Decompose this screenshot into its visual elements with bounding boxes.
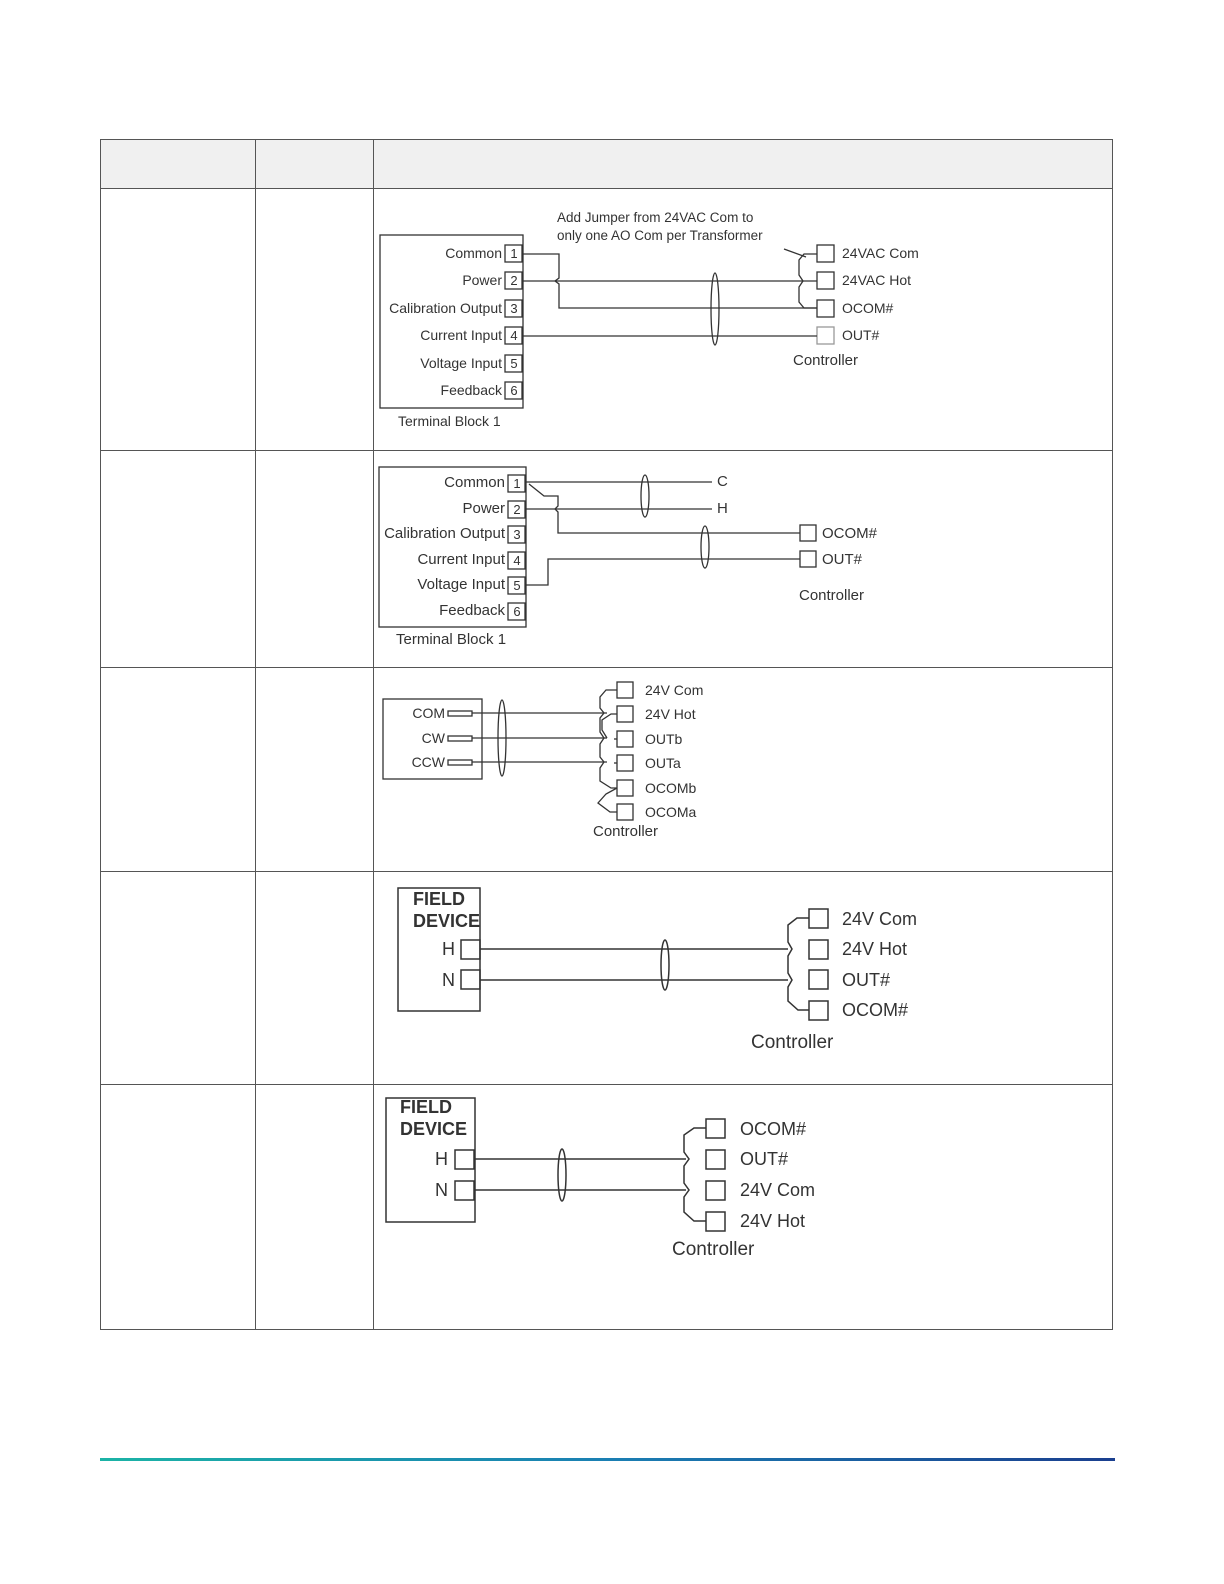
controller-terminal: OCOMa (645, 804, 697, 820)
terminal-number: 6 (513, 604, 521, 619)
controller-label: Controller (593, 823, 659, 840)
controller-terminal: 24V Com (842, 909, 918, 929)
device-title-line2: DEVICE (413, 911, 481, 931)
device-terminal: H (442, 939, 455, 959)
terminal-label: Power (462, 500, 505, 517)
terminal-label: Feedback (440, 382, 502, 398)
controller-terminal: 24VAC Hot (842, 272, 911, 288)
controller-terminal: 24VAC Com (842, 245, 919, 261)
controller-terminal: 24V Hot (645, 706, 696, 722)
controller-terminal: OCOM# (842, 300, 894, 316)
controller-terminal: OCOM# (842, 1000, 909, 1020)
terminal-number: 2 (513, 502, 521, 517)
terminal-number: 4 (513, 553, 521, 568)
wiring-diagram-3 (374, 675, 1112, 855)
wiring-diagram-4 (374, 885, 1112, 1065)
device-title-line2: DEVICE (400, 1119, 468, 1139)
row-divider (101, 1084, 1112, 1085)
controller-terminal: OUTb (645, 731, 683, 747)
terminal-block-label: Terminal Block 1 (396, 631, 507, 648)
column-divider (255, 140, 256, 1329)
controller-terminal: 24V Hot (740, 1211, 806, 1231)
device-terminal: N (435, 1180, 448, 1200)
controller-terminal: 24V Hot (842, 939, 908, 959)
terminal-label: Common (445, 245, 502, 261)
terminal-number: 2 (510, 273, 518, 288)
terminal-number: 3 (513, 527, 521, 542)
device-title-line1: FIELD (400, 1097, 452, 1117)
terminal-number: 5 (510, 356, 518, 371)
terminal-label: Calibration Output (384, 525, 505, 542)
device-title-line1: FIELD (413, 889, 465, 909)
row-divider (101, 871, 1112, 872)
terminal-label: Voltage Input (417, 576, 505, 593)
row-divider (101, 667, 1112, 668)
device-terminal: CCW (411, 754, 445, 770)
terminal-block-label: Terminal Block 1 (398, 413, 501, 429)
terminal-number: 5 (513, 578, 521, 593)
terminal-label: Feedback (439, 602, 505, 619)
terminal-number: 1 (510, 246, 518, 261)
terminal-label: Power (462, 272, 502, 288)
controller-terminal: OUT# (822, 551, 863, 568)
controller-terminal: OUT# (842, 970, 891, 990)
wiring-diagram-5 (374, 1095, 1112, 1275)
controller-label: Controller (751, 1032, 834, 1053)
line-label: H (717, 500, 728, 517)
controller-label: Controller (799, 587, 865, 604)
terminal-label: Common (444, 474, 505, 491)
controller-terminal: OUT# (740, 1149, 789, 1169)
device-terminal: COM (412, 705, 445, 721)
line-label: C (717, 473, 728, 490)
table-header-row (101, 140, 1112, 189)
controller-terminal: OCOM# (740, 1119, 807, 1139)
device-terminal: H (435, 1149, 448, 1169)
controller-label: Controller (672, 1239, 755, 1260)
controller-terminal: 24V Com (645, 682, 704, 698)
jumper-note-line1: Add Jumper from 24VAC Com to (557, 210, 754, 225)
controller-label: Controller (793, 352, 859, 369)
terminal-label: Current Input (420, 327, 502, 343)
controller-terminal: OCOMb (645, 780, 697, 796)
wiring-diagram-2 (374, 460, 1112, 660)
controller-terminal: 24V Com (740, 1180, 816, 1200)
jumper-note-line2: only one AO Com per Transformer (557, 228, 763, 243)
terminal-label: Calibration Output (389, 300, 502, 316)
wiring-diagram-1 (374, 189, 1112, 449)
terminal-number: 1 (513, 476, 521, 491)
device-terminal: CW (421, 730, 445, 746)
device-terminal: N (442, 970, 455, 990)
controller-terminal: OCOM# (822, 525, 878, 542)
terminal-label: Voltage Input (420, 355, 502, 371)
row-divider (101, 450, 1112, 451)
terminal-number: 3 (510, 301, 518, 316)
terminal-number: 4 (510, 328, 518, 343)
footer-rule (100, 1458, 1115, 1461)
controller-terminal: OUT# (842, 327, 880, 343)
controller-terminal: OUTa (645, 755, 681, 771)
terminal-number: 6 (510, 383, 518, 398)
terminal-label: Current Input (417, 551, 505, 568)
